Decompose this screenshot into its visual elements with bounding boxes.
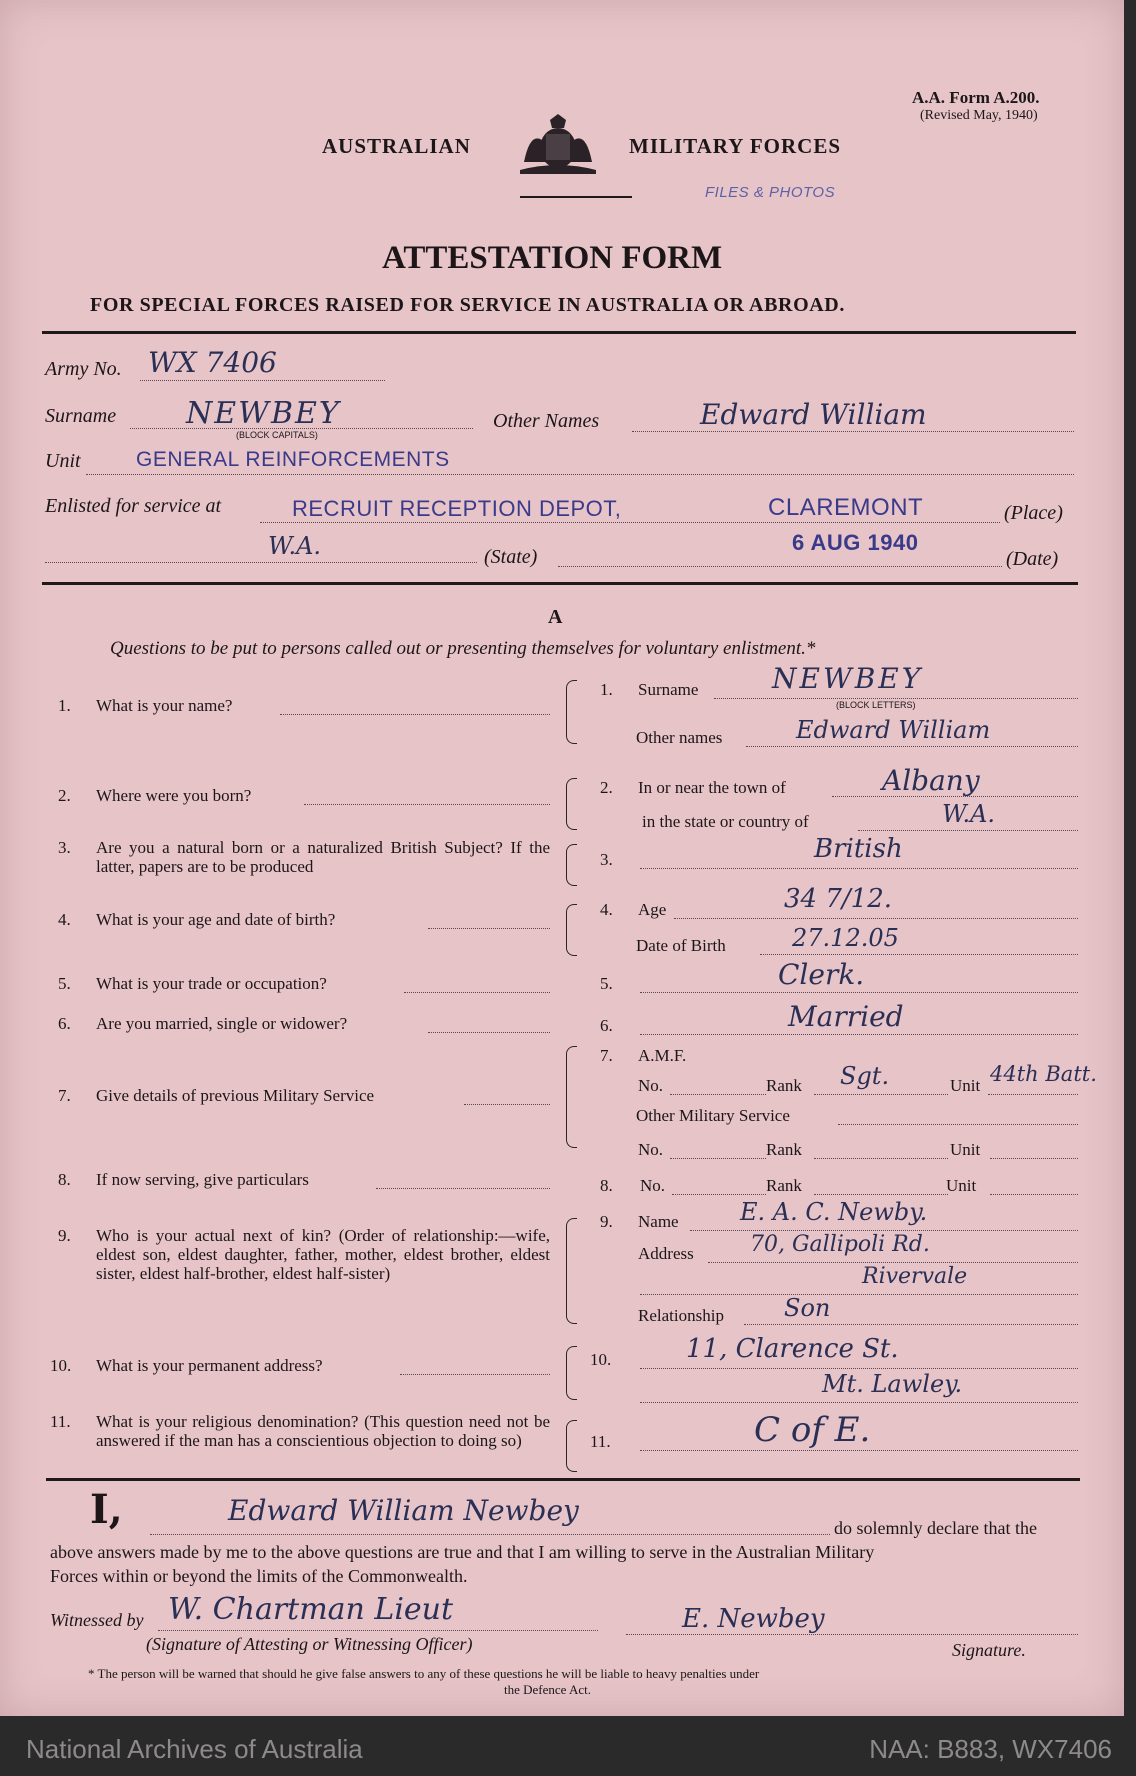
a4-dob-value: 27.12.05 xyxy=(792,924,899,952)
footnote-2: the Defence Act. xyxy=(504,1682,591,1697)
a7-rank-line xyxy=(814,1094,948,1095)
a10-line2-value: Mt. Lawley. xyxy=(822,1370,963,1398)
footnote-1: * The person will be warned that should he give false answers to any of these questions he will be liable to heavy penalties under xyxy=(88,1666,760,1681)
a5-value: Clerk. xyxy=(778,958,865,991)
a8-unit-line xyxy=(990,1194,1078,1195)
form-title: ATTESTATION FORM xyxy=(382,240,723,276)
a7-no-label: No. xyxy=(638,1076,664,1095)
answer-number: 7. xyxy=(600,1046,613,1065)
a4-age-line xyxy=(674,918,1078,919)
declaration-text-3: Forces within or beyond the limits of the Commonwealth. xyxy=(50,1566,468,1586)
answer-number: 6. xyxy=(600,1016,613,1035)
question-number: 9. xyxy=(58,1226,71,1245)
a4-dob-line xyxy=(760,954,1078,955)
signature-label: Signature. xyxy=(952,1640,1026,1660)
answer-number: 3. xyxy=(600,850,613,869)
a9-address1-value: 70, Gallipoli Rd. xyxy=(750,1232,930,1257)
state-label: (State) xyxy=(484,546,538,568)
question-number: 5. xyxy=(58,974,71,993)
date-line xyxy=(558,566,1002,567)
a3-line xyxy=(640,868,1078,869)
brace-2 xyxy=(566,778,577,830)
brace-3 xyxy=(566,844,577,886)
other-names-value: Edward William xyxy=(700,398,927,431)
question-8: If now serving, give particulars xyxy=(96,1170,309,1189)
form-number: A.A. Form A.200. xyxy=(912,88,1040,107)
answer-number: 11. xyxy=(590,1432,611,1451)
header-divider xyxy=(520,196,632,198)
question-1: What is your name? xyxy=(96,696,233,715)
other-names-label: Other Names xyxy=(493,410,600,432)
brace-9 xyxy=(566,1218,577,1324)
a1-surname-value: NEWBEY xyxy=(772,662,924,695)
q4-leader xyxy=(428,928,550,929)
army-no-line xyxy=(140,380,385,381)
a9-address2-line xyxy=(640,1294,1078,1295)
applicant-signature: E. Newbey xyxy=(682,1604,825,1634)
answer-number: 2. xyxy=(600,778,613,797)
files-photos-stamp: FILES & PHOTOS xyxy=(705,184,836,201)
date-value: 6 AUG 1940 xyxy=(792,530,919,555)
place-label: (Place) xyxy=(1004,502,1063,524)
a9-address-line xyxy=(708,1262,1078,1263)
a4-age-label: Age xyxy=(638,900,667,919)
question-number: 10. xyxy=(50,1356,72,1375)
witness-line xyxy=(158,1630,598,1631)
a8-rank-label: Rank xyxy=(766,1176,802,1195)
declaration-i: I, xyxy=(90,1486,123,1533)
enlisted-label: Enlisted for service at xyxy=(45,495,222,517)
a9-relationship-label: Relationship xyxy=(638,1306,724,1325)
q2-leader xyxy=(304,804,550,805)
brace-11 xyxy=(566,1420,577,1472)
a8-no-line xyxy=(672,1194,766,1195)
q5-leader xyxy=(404,992,550,993)
officer-label: (Signature of Attesting or Witnessing Officer) xyxy=(146,1634,473,1654)
a7-other-label: Other Military Service xyxy=(636,1106,790,1125)
section-top-rule xyxy=(42,582,1078,585)
a2-state-label: in the state or country of xyxy=(642,812,809,831)
a1-other-line xyxy=(746,746,1078,747)
q8-leader xyxy=(376,1188,550,1189)
top-rule xyxy=(42,331,1076,334)
brace-4 xyxy=(566,904,577,956)
answer-number: 8. xyxy=(600,1176,613,1195)
a7-rank-value: Sgt. xyxy=(840,1062,890,1090)
a2-town-value: Albany xyxy=(882,764,980,797)
a8-unit-label: Unit xyxy=(946,1176,977,1195)
a10-line1 xyxy=(640,1368,1078,1369)
a1-surname-line xyxy=(714,698,1078,699)
a1-other-label: Other names xyxy=(636,728,723,747)
applicant-signature-line xyxy=(626,1634,1078,1635)
question-9: Who is your actual next of kin? (Order of relationship:—wife, eldest son, eldest daughter, father, mother, eldest brother, eldest sister, eldest half-brother, eldest half-sister) xyxy=(96,1226,550,1283)
a7-rank2-label: Rank xyxy=(766,1140,802,1159)
answer-number: 4. xyxy=(600,900,613,919)
question-5: What is your trade or occupation? xyxy=(96,974,327,993)
unit-label: Unit xyxy=(45,450,81,472)
a6-value: Married xyxy=(788,1000,904,1033)
unit-value: GENERAL REINFORCEMENTS xyxy=(136,448,450,471)
q1-leader xyxy=(280,714,550,715)
question-number: 7. xyxy=(58,1086,71,1105)
question-7: Give details of previous Military Service xyxy=(96,1086,375,1105)
unit-line xyxy=(86,474,1074,475)
a10-line2 xyxy=(640,1402,1078,1403)
a2-state-value: W.A. xyxy=(942,800,996,828)
block-capitals-note: (BLOCK CAPITALS) xyxy=(236,430,318,440)
a9-name-line xyxy=(690,1230,1078,1231)
question-10: What is your permanent address? xyxy=(96,1356,323,1375)
answer-number: 9. xyxy=(600,1212,613,1231)
question-number: 2. xyxy=(58,786,71,805)
surname-label: Surname xyxy=(45,405,117,427)
a7-unit2-line xyxy=(990,1158,1078,1159)
brace-7 xyxy=(566,1046,577,1148)
a9-address2-value: Rivervale xyxy=(862,1264,968,1289)
a7-no-line xyxy=(670,1094,766,1095)
state-line xyxy=(45,562,477,563)
a9-name-label: Name xyxy=(638,1212,679,1231)
a7-unit-line xyxy=(988,1094,1078,1095)
declaration-text-1: do solemnly declare that the xyxy=(834,1518,1037,1538)
coat-of-arms-icon xyxy=(516,112,600,176)
question-4: What is your age and date of birth? xyxy=(96,910,336,929)
a7-unit-label: Unit xyxy=(950,1076,981,1095)
question-number: 11. xyxy=(50,1412,71,1431)
a11-line xyxy=(640,1450,1078,1451)
a7-other-line xyxy=(838,1124,1078,1125)
question-number: 8. xyxy=(58,1170,71,1189)
brace-1 xyxy=(566,680,577,744)
enlisted-at-value: RECRUIT RECEPTION DEPOT, xyxy=(292,496,622,521)
a4-age-value: 34 7/12. xyxy=(784,884,892,914)
surname-value: NEWBEY xyxy=(186,396,341,431)
a8-no-label: No. xyxy=(640,1176,666,1195)
form-revised: (Revised May, 1940) xyxy=(920,108,1038,123)
question-11: What is your religious denomination? (This question need not be answered if the man has a conscientious objection to doing so) xyxy=(96,1412,550,1450)
army-no-value: WX 7406 xyxy=(148,346,277,379)
a9-relationship-line xyxy=(744,1324,1078,1325)
other-names-line xyxy=(632,431,1074,432)
form-subtitle: FOR SPECIAL FORCES RAISED FOR SERVICE IN AUSTRALIA OR ABROAD. xyxy=(90,294,845,316)
a6-line xyxy=(640,1034,1078,1035)
a7-amf-label: A.M.F. xyxy=(638,1046,687,1065)
question-2: Where were you born? xyxy=(96,786,252,805)
a4-dob-label: Date of Birth xyxy=(636,936,726,955)
a3-value: British xyxy=(814,834,903,864)
question-number: 1. xyxy=(58,696,71,715)
witnessed-label: Witnessed by xyxy=(50,1610,144,1630)
archive-reference: NAA: B883, WX7406 xyxy=(869,1734,1112,1764)
declaration-text-2: above answers made by me to the above questions are true and that I am willing to serve in the Australian Military xyxy=(50,1542,875,1562)
a10-line1-value: 11, Clarence St. xyxy=(686,1334,899,1364)
army-no-label: Army No. xyxy=(45,358,122,380)
date-label: (Date) xyxy=(1006,548,1059,570)
witness-signature: W. Chartman Lieut xyxy=(168,1592,454,1627)
a9-relationship-value: Son xyxy=(784,1294,831,1322)
header-right: MILITARY FORCES xyxy=(629,134,842,158)
a9-name-value: E. A. C. Newby. xyxy=(740,1198,928,1226)
declaration-name-value: Edward William Newbey xyxy=(228,1494,579,1527)
question-number: 3. xyxy=(58,838,71,857)
section-letter: A xyxy=(548,606,563,628)
q10-leader xyxy=(400,1374,550,1375)
answer-number: 1. xyxy=(600,680,613,699)
a7-unit-value: 44th Batt. xyxy=(990,1062,1097,1086)
place-value: CLAREMONT xyxy=(768,494,924,521)
declaration-top-rule xyxy=(46,1478,1080,1481)
a2-town-label: In or near the town of xyxy=(638,778,786,797)
a1-block-letters: (BLOCK LETTERS) xyxy=(836,700,916,710)
a7-rank-label: Rank xyxy=(766,1076,802,1095)
q6-leader xyxy=(428,1032,550,1033)
a2-state-line xyxy=(858,830,1078,831)
declaration-name-line xyxy=(150,1534,830,1535)
question-number: 6. xyxy=(58,1014,71,1033)
a7-no2-line xyxy=(670,1158,766,1159)
answer-number: 5. xyxy=(600,974,613,993)
archive-name: National Archives of Australia xyxy=(26,1734,363,1764)
a8-rank-line xyxy=(814,1194,948,1195)
a7-no2-label: No. xyxy=(638,1140,664,1159)
a7-unit2-label: Unit xyxy=(950,1140,981,1159)
q7-leader xyxy=(464,1104,550,1105)
section-intro: Questions to be put to persons called out or presenting themselves for voluntary enlistment.* xyxy=(110,638,816,659)
header-left: AUSTRALIAN xyxy=(322,134,471,158)
question-6: Are you married, single or widower? xyxy=(96,1014,348,1033)
a7-rank2-line xyxy=(814,1158,948,1159)
a1-surname-label: Surname xyxy=(638,680,699,699)
enlisted-line xyxy=(260,522,1000,523)
a9-address-label: Address xyxy=(638,1244,694,1263)
question-3: Are you a natural born or a naturalized British Subject? If the latter, papers are to be produced xyxy=(96,838,550,876)
brace-10 xyxy=(566,1346,577,1400)
a5-line xyxy=(640,992,1078,993)
a1-other-value: Edward William xyxy=(796,716,991,744)
a11-value: C of E. xyxy=(754,1410,871,1450)
question-number: 4. xyxy=(58,910,71,929)
answer-number: 10. xyxy=(590,1350,612,1369)
state-value: W.A. xyxy=(268,532,322,560)
